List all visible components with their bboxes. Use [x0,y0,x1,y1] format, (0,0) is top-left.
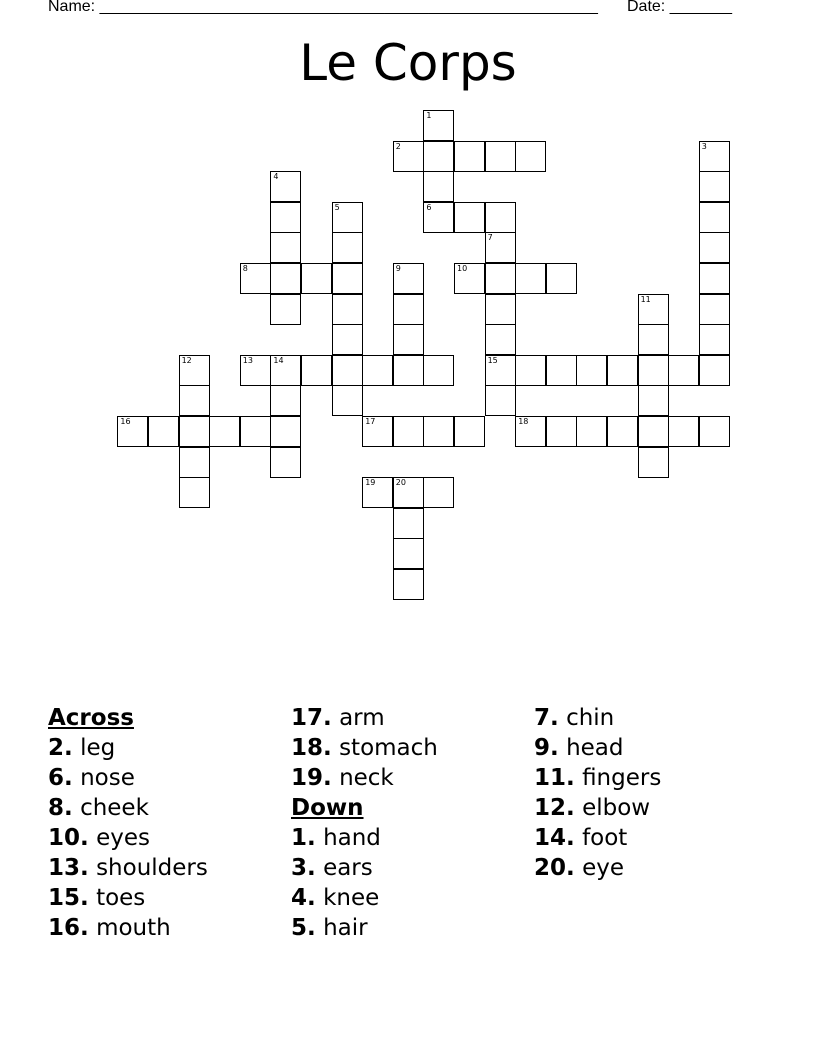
clue-number: 7 [487,233,493,243]
clue-item-number: 3. [291,855,316,881]
clue-item-text: mouth [96,915,171,941]
clue-item [48,763,208,793]
clue-item-text: foot [582,825,628,851]
clue-item-text: neck [339,765,394,791]
grid-cell[interactable] [393,355,424,386]
clue-item [534,823,661,853]
grid-cell[interactable] [515,416,546,447]
clue-number: 2 [395,141,401,151]
clue-number: 6 [426,202,432,212]
clue-number: 17 [365,417,376,426]
grid-cell[interactable] [423,416,454,447]
clue-item-number: 8. [48,795,73,821]
grid-cell[interactable] [393,538,424,569]
clue-item-number: 11. [534,765,575,791]
clue-item-number: 7. [534,705,559,731]
clue-item [291,913,438,943]
clue-item-text: elbow [582,795,651,821]
grid-cell[interactable] [240,416,271,447]
clue-item-text: cheek [80,795,149,821]
grid-cell[interactable] [393,324,424,355]
grid-cell[interactable] [485,324,516,355]
date-field-label: Date: _______ [627,0,732,15]
grid-cell[interactable] [699,324,730,355]
clue-item-text: eye [582,855,624,881]
clue-item-number: 13. [48,855,89,881]
clue-item [48,853,208,883]
grid-cell[interactable] [240,355,271,386]
clue-number: 16 [120,417,131,426]
grid-cell[interactable] [179,447,210,478]
grid-cell[interactable] [270,355,301,386]
grid-cell[interactable] [209,416,240,447]
clue-number: 5 [334,202,340,212]
clue-column-2 [291,703,438,943]
grid-cell[interactable] [423,355,454,386]
clue-number: 18 [518,417,529,426]
grid-cell[interactable] [607,416,638,447]
grid-cell[interactable] [485,294,516,325]
clue-heading: Down [291,795,364,821]
grid-cell[interactable] [270,263,301,294]
grid-cell[interactable] [638,447,669,478]
clue-item-text: eyes [96,825,150,851]
clue-item-number: 18. [291,735,332,761]
clue-item [534,703,661,733]
grid-cell[interactable] [515,355,546,386]
grid-cell[interactable] [423,477,454,508]
clue-item [534,763,661,793]
clue-item-text: hair [323,915,368,941]
grid-cell[interactable] [546,263,577,294]
grid-cell[interactable] [485,141,516,172]
clue-number: 8 [242,264,248,273]
clue-number: 9 [395,264,401,273]
grid-cell[interactable] [393,508,424,539]
grid-cell[interactable] [240,263,271,294]
grid-cell[interactable] [332,294,363,325]
clue-item [48,823,208,853]
grid-cell[interactable] [393,263,424,294]
clue-number: 19 [365,478,376,488]
clue-item-number: 6. [48,765,73,791]
grid-cell[interactable] [454,141,485,172]
grid-cell[interactable] [485,232,516,263]
grid-cell[interactable] [699,355,730,386]
grid-cell[interactable] [270,447,301,478]
clue-item [534,793,661,823]
clue-item [291,703,438,733]
clue-number: 13 [242,355,253,365]
clue-item-text: leg [80,735,116,761]
grid-cell[interactable] [638,324,669,355]
clue-item-text: head [566,735,624,761]
grid-cell[interactable] [576,416,607,447]
grid-cell[interactable] [362,477,393,508]
clue-item [48,733,208,763]
grid-cell[interactable] [515,141,546,172]
clue-item [48,913,208,943]
clue-item [291,763,438,793]
grid-cell[interactable] [423,141,454,172]
grid-cell[interactable] [270,294,301,325]
clue-item [291,853,438,883]
clue-item-number: 17. [291,705,332,731]
name-field-label: Name: ________________________________________________________ [48,0,598,15]
clue-item-text: arm [339,705,385,731]
clue-item-text: ears [323,855,373,881]
clue-number: 3 [701,141,707,151]
grid-cell[interactable] [332,355,363,386]
clue-item [48,793,208,823]
grid-cell[interactable] [332,324,363,355]
grid-cell[interactable] [393,477,424,508]
grid-cell[interactable] [638,385,669,416]
grid-cell[interactable] [668,416,699,447]
grid-cell[interactable] [393,294,424,325]
grid-cell[interactable] [332,385,363,416]
clue-item-text: stomach [339,735,438,761]
grid-cell[interactable] [393,416,424,447]
grid-cell[interactable] [454,202,485,233]
grid-cell[interactable] [699,294,730,325]
grid-cell[interactable] [301,355,332,386]
clue-item-number: 12. [534,795,575,821]
clue-item [291,823,438,853]
grid-cell[interactable] [515,263,546,294]
clue-item-number: 5. [291,915,316,941]
grid-cell[interactable] [270,202,301,233]
grid-cell[interactable] [699,141,730,172]
grid-cell[interactable] [332,202,363,233]
grid-cell[interactable] [179,477,210,508]
grid-cell[interactable] [423,171,454,202]
clue-item [534,733,661,763]
clue-item-text: chin [566,705,615,731]
grid-cell[interactable] [117,416,148,447]
grid-cell[interactable] [668,355,699,386]
clue-item-number: 14. [534,825,575,851]
clue-item-text: fingers [582,765,662,791]
grid-cell[interactable] [485,385,516,416]
grid-cell[interactable] [607,355,638,386]
grid-cell[interactable] [301,263,332,294]
clue-item-text: knee [323,885,380,911]
clue-item-text: nose [80,765,135,791]
grid-cell[interactable] [179,385,210,416]
grid-cell[interactable] [270,171,301,202]
grid-cell[interactable] [423,110,454,141]
grid-cell[interactable] [576,355,607,386]
clue-column-1 [48,703,208,943]
grid-cell[interactable] [270,416,301,447]
grid-cell[interactable] [485,202,516,233]
clue-column-3 [534,703,661,883]
grid-cell[interactable] [699,171,730,202]
clue-item [48,883,208,913]
grid-cell[interactable] [454,416,485,447]
grid-cell[interactable] [546,355,577,386]
grid-cell[interactable] [362,416,393,447]
clue-item [534,853,661,883]
grid-cell[interactable] [270,232,301,263]
grid-cell[interactable] [423,202,454,233]
clue-item-number: 4. [291,885,316,911]
clue-item-number: 9. [534,735,559,761]
grid-cell[interactable] [699,232,730,263]
grid-cell[interactable] [699,202,730,233]
grid-cell[interactable] [179,416,210,447]
clue-item-text: shoulders [96,855,208,881]
clue-item-number: 10. [48,825,89,851]
grid-cell[interactable] [148,416,179,447]
grid-cell[interactable] [362,355,393,386]
grid-cell[interactable] [179,355,210,386]
grid-cell[interactable] [332,232,363,263]
clue-item-text: hand [323,825,381,851]
clue-item-number: 19. [291,765,332,791]
grid-cell[interactable] [454,263,485,294]
clue-number: 10 [457,264,468,273]
grid-cell[interactable] [332,263,363,294]
clue-item-text: toes [96,885,146,911]
grid-cell[interactable] [393,141,424,172]
clue-item [291,733,438,763]
clue-number: 14 [273,355,284,365]
grid-cell[interactable] [638,355,669,386]
grid-cell[interactable] [393,569,424,600]
grid-cell[interactable] [485,263,516,294]
clue-heading: Across [48,705,134,731]
grid-cell[interactable] [638,416,669,447]
grid-cell[interactable] [546,416,577,447]
clue-number: 11 [640,294,651,304]
clue-number: 4 [273,172,279,182]
clue-item-number: 1. [291,825,316,851]
clue-number: 1 [426,111,432,120]
clue-number: 12 [181,355,192,365]
grid-cell[interactable] [699,263,730,294]
grid-cell[interactable] [638,294,669,325]
clue-item-number: 16. [48,915,89,941]
clue-item-number: 2. [48,735,73,761]
clue-item [291,883,438,913]
clue-item-number: 15. [48,885,89,911]
grid-cell[interactable] [485,355,516,386]
grid-cell[interactable] [270,385,301,416]
clue-number: 20 [395,478,406,488]
clue-item-number: 20. [534,855,575,881]
page-title: Le Corps [299,34,517,92]
grid-cell[interactable] [699,416,730,447]
clue-number: 15 [487,355,498,365]
